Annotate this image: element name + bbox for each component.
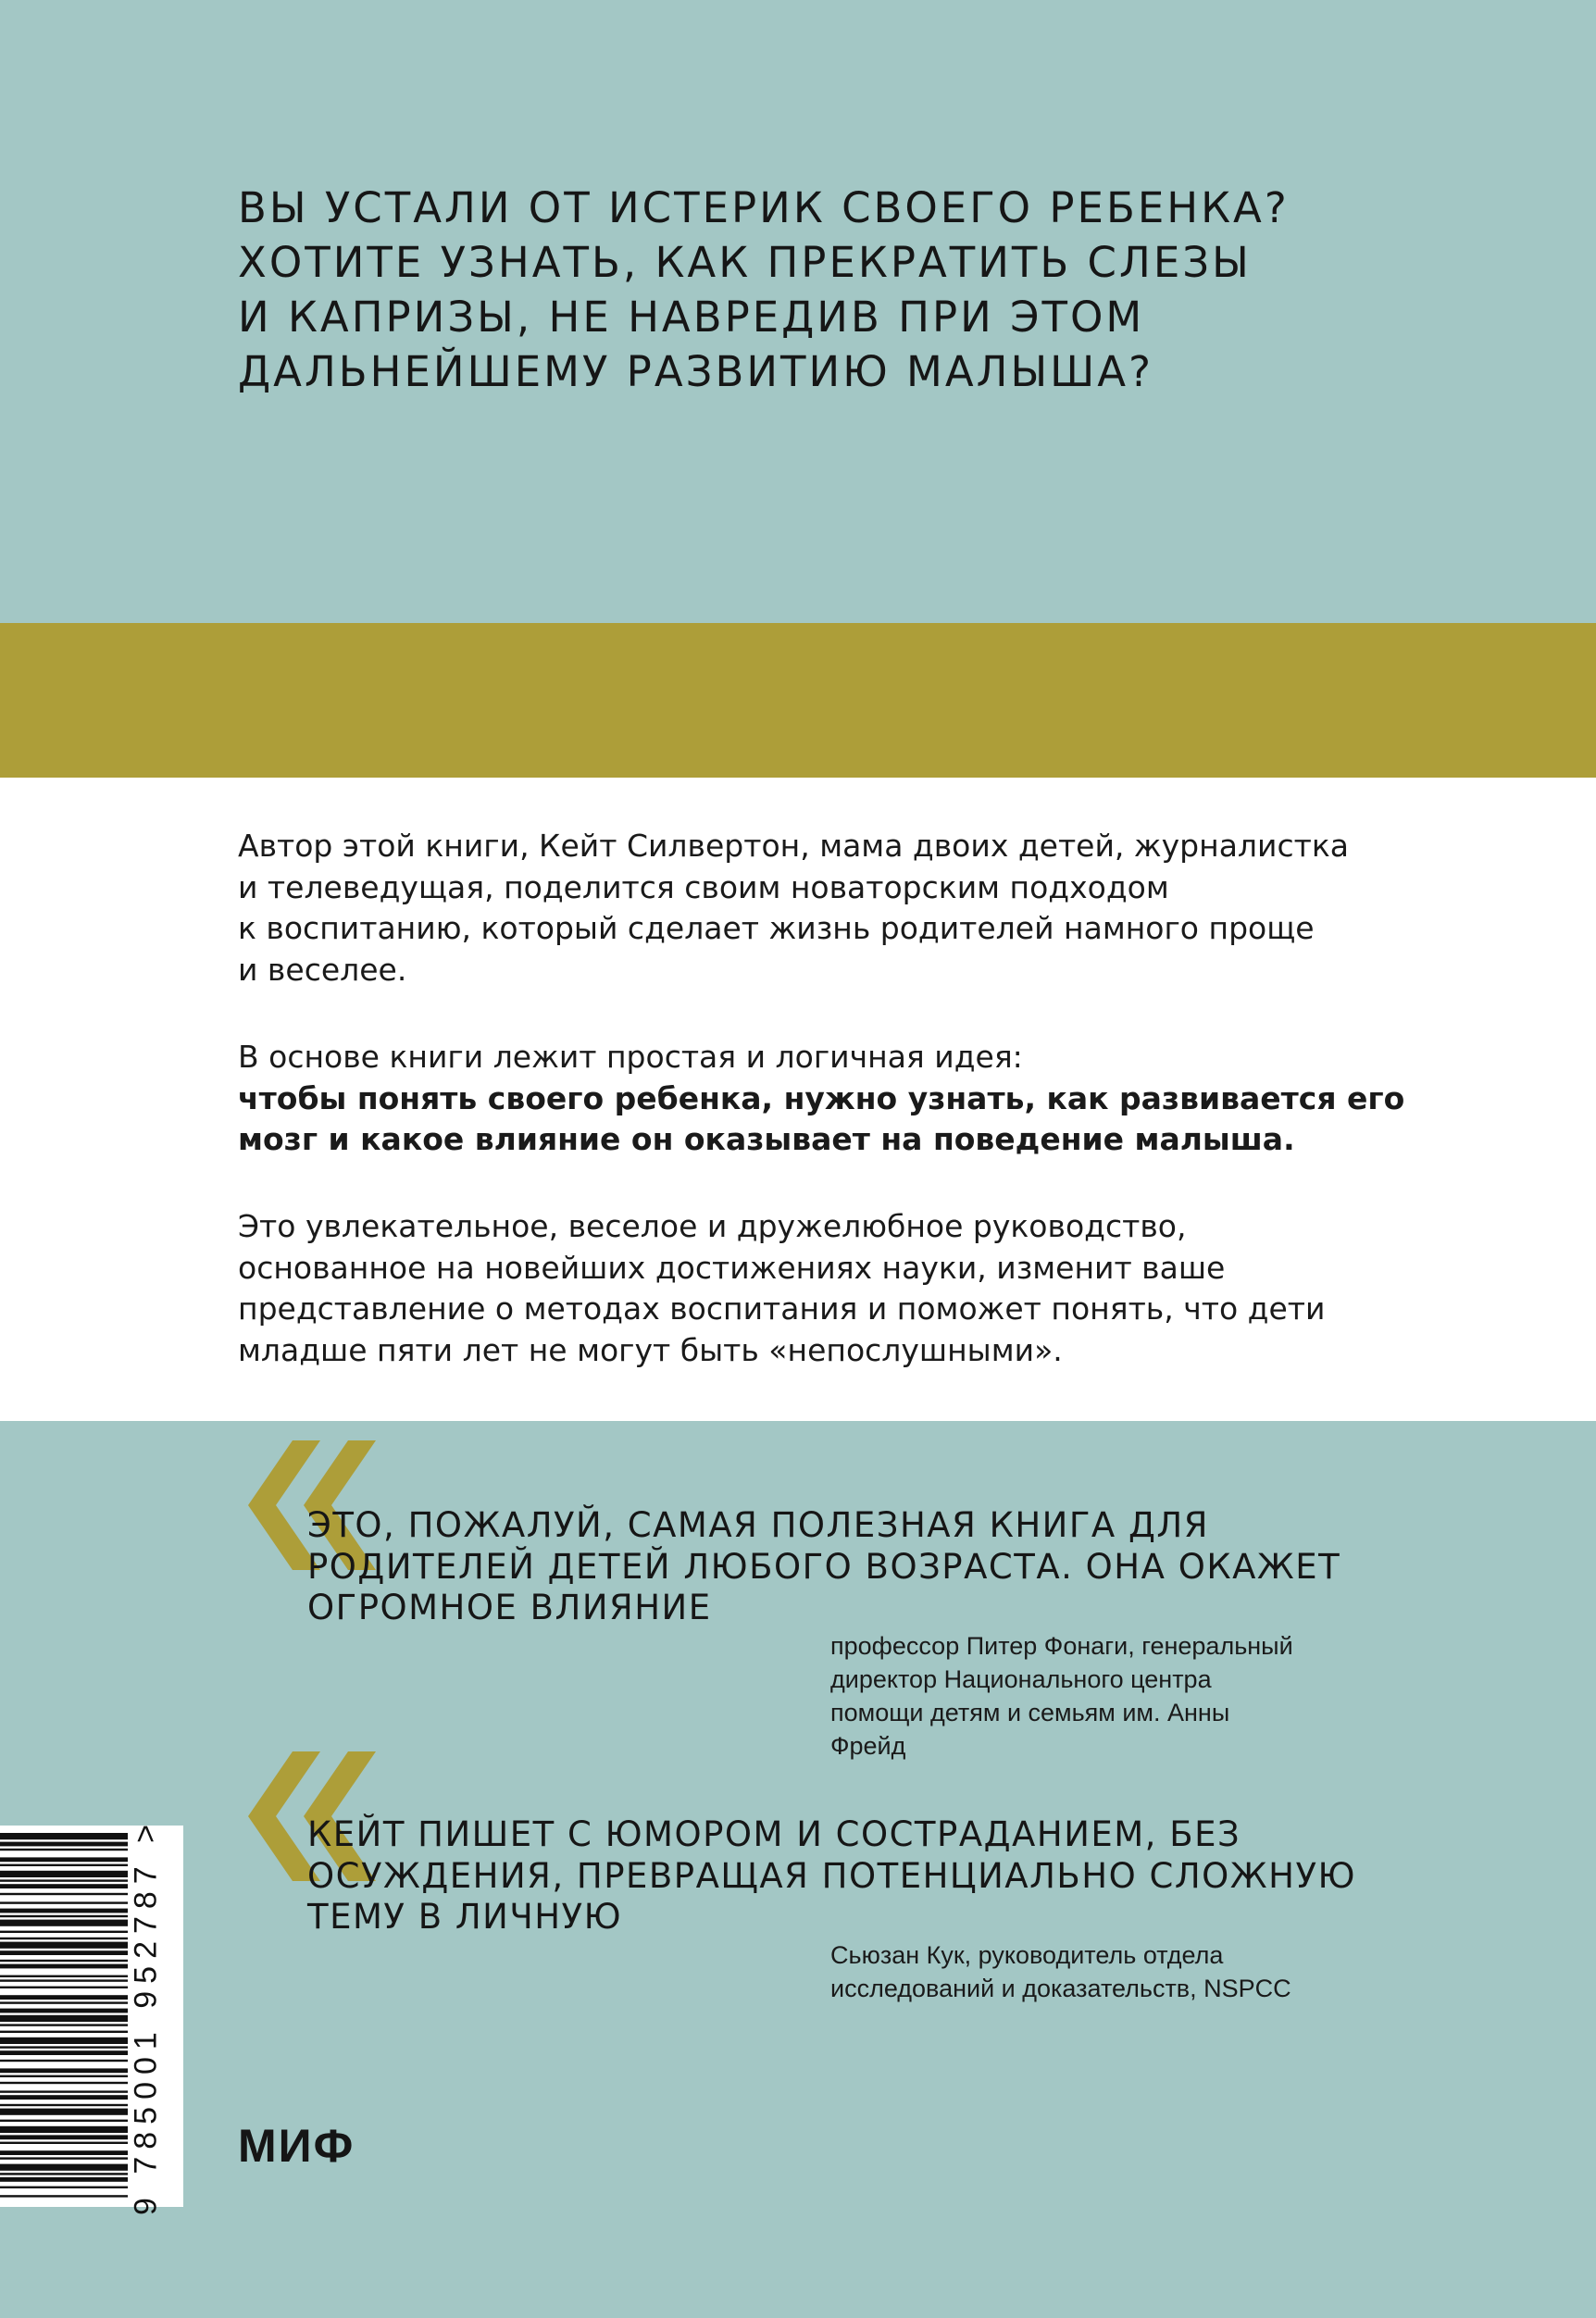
quote-1-attribution	[830, 1629, 1293, 1763]
headline-line: И КАПРИЗЫ, НЕ НАВРЕДИВ ПРИ ЭТОМ	[238, 293, 1145, 342]
barcode-bar	[0, 2164, 128, 2171]
description-paragraph-1	[238, 826, 1349, 991]
barcode-bar	[0, 1864, 128, 1866]
barcode-bar	[0, 2177, 128, 2182]
barcode-bar	[0, 2095, 128, 2100]
key-idea-line: чтобы понять своего ребенка, нужно узнать, как развивается его	[238, 1079, 1405, 1116]
barcode-bar	[0, 2104, 128, 2106]
barcode-bar	[0, 2031, 128, 2033]
text-line: и веселее.	[238, 951, 407, 988]
quote-line: РОДИТЕЛЕЙ ДЕТЕЙ ЛЮБОГО ВОЗРАСТА. ОНА ОКАЖЕТ	[307, 1546, 1341, 1587]
barcode-bar	[0, 1931, 128, 1933]
barcode-bar	[0, 2157, 128, 2159]
quote-1-text	[307, 1505, 1340, 1629]
barcode-bar	[0, 1871, 128, 1877]
barcode-bar	[0, 1893, 128, 1895]
barcode-bar	[0, 1857, 128, 1862]
barcode-bar	[0, 2126, 128, 2133]
barcode-bar	[0, 2187, 128, 2188]
attribution-line: директор Национального центра	[830, 1665, 1212, 1693]
barcode-bar	[0, 2120, 128, 2122]
headline-line: ВЫ УСТАЛИ ОТ ИСТЕРИК СВОЕГО РЕБЕНКА?	[238, 183, 1290, 232]
description-paragraph-3	[238, 1206, 1325, 1371]
attribution-line: помощи детям и семьям им. Анны	[830, 1699, 1230, 1726]
barcode-bar	[0, 1879, 128, 1881]
quote-line: ОСУЖДЕНИЯ, ПРЕВРАЩАЯ ПОТЕНЦИАЛЬНО СЛОЖНУЮ	[307, 1855, 1356, 1896]
barcode-bar	[0, 1960, 128, 1962]
barcode-bar	[0, 2060, 128, 2062]
description-paragraph-2	[238, 1037, 1404, 1161]
text-line: к воспитанию, который сделает жизнь родителей намного проще	[238, 910, 1315, 946]
barcode-bar	[0, 1833, 128, 1839]
barcode-bar	[0, 1995, 128, 2000]
barcode-bar	[0, 2009, 128, 2013]
headline-line: ХОТИТЕ УЗНАТЬ, КАК ПРЕКРАТИТЬ СЛЕЗЫ	[238, 238, 1252, 287]
barcode-bar	[0, 1842, 128, 1847]
headline	[238, 181, 1460, 399]
key-idea-line: мозг и какое влияние он оказывает на поведение малыша.	[238, 1121, 1295, 1157]
quote-line: ТЕМУ В ЛИЧНУЮ	[307, 1897, 623, 1937]
barcode-bar	[0, 2173, 128, 2175]
text-line: представление о методах воспитания и поможет понять, что дети	[238, 1290, 1326, 1327]
barcode-bar	[0, 1909, 128, 1913]
barcode-bar	[0, 2090, 128, 2092]
quote-line: ОГРОМНОЕ ВЛИЯНИЕ	[307, 1588, 712, 1627]
attribution-line: Сьюзан Кук, руководитель отдела	[830, 1941, 1224, 1969]
publisher-logo: МИФ	[238, 2120, 355, 2172]
barcode-bar	[0, 2050, 128, 2055]
barcode-bar	[0, 2075, 128, 2077]
barcode-bar	[0, 2082, 128, 2084]
text-line: В основе книги лежит простая и логичная идея:	[238, 1039, 1023, 1075]
barcode-bar	[0, 1942, 128, 1949]
barcode-bar	[0, 2142, 128, 2144]
barcode-bar	[0, 1849, 128, 1851]
barcode-bar	[0, 1938, 128, 1939]
attribution-line: профессор Питер Фонаги, генеральный	[830, 1632, 1293, 1660]
barcode-bar	[0, 1987, 128, 1988]
barcode-bar	[0, 1920, 128, 1926]
text-line: Автор этой книги, Кейт Силвертон, мама двоих детей, журналистка	[238, 828, 1349, 864]
barcode-bar	[0, 2109, 128, 2115]
barcode-bar	[0, 2038, 128, 2044]
barcode-bar	[0, 2135, 128, 2139]
quote-2-text	[307, 1814, 1356, 1938]
barcode-bar	[0, 2015, 128, 2022]
text-line: и телеведущая, поделится своим новаторским подходом	[238, 868, 1169, 905]
quote-line: ЭТО, ПОЖАЛУЙ, САМАЯ ПОЛЕЗНАЯ КНИГА ДЛЯ	[307, 1505, 1209, 1545]
barcode-bar	[0, 2068, 128, 2073]
barcode-bar	[0, 1915, 128, 1917]
barcode-bar	[0, 2046, 128, 2048]
text-line: Это увлекательное, веселое и дружелюбное руководство,	[238, 1208, 1187, 1244]
barcode-bar	[0, 2150, 128, 2155]
barcode-bar	[0, 2024, 128, 2025]
barcode-bar	[0, 1950, 128, 1955]
text-line: младше пяти лет не могут быть «непослушными».	[238, 1331, 1063, 1368]
barcode-bar	[0, 1884, 128, 1888]
barcode-bar	[0, 2195, 128, 2197]
barcode-bar	[0, 1979, 128, 1981]
barcode-bar	[0, 1964, 128, 1969]
quote-line: КЕЙТ ПИШЕТ С ЮМОРОМ И СОСТРАДАНИЕМ, БЕЗ	[307, 1814, 1241, 1854]
barcode-bar	[0, 1901, 128, 1903]
quote-2-attribution	[830, 1938, 1291, 2005]
barcode-digits: 9 785001 952787 >	[128, 1816, 164, 2216]
attribution-line: исследований и доказательств, NSPCC	[830, 1975, 1291, 2002]
barcode-bar	[0, 2001, 128, 2003]
attribution-line: Фрейд	[830, 1732, 906, 1760]
olive-band	[0, 623, 1596, 778]
headline-line: ДАЛЬНЕЙШЕМУ РАЗВИТИЮ МАЛЫША?	[238, 347, 1153, 396]
barcode-bar	[0, 1975, 128, 1977]
text-line: основанное на новейших достижениях науки, изменит ваше	[238, 1249, 1226, 1286]
